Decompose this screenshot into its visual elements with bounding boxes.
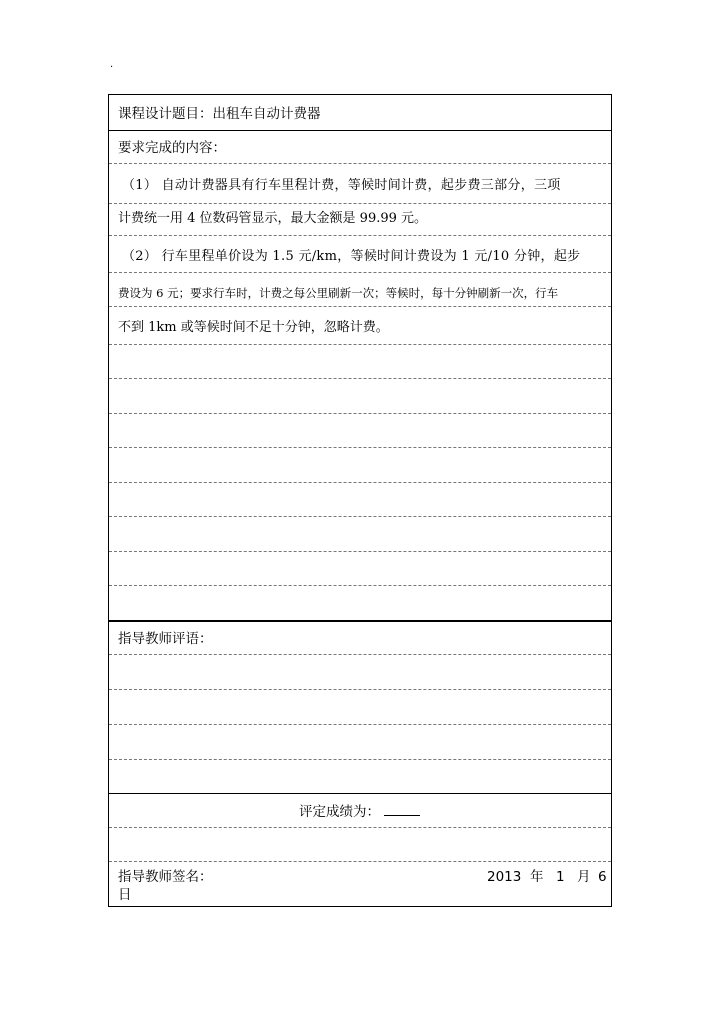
comment-label: 指导教师评语： (118, 631, 213, 647)
ruled-line (109, 344, 611, 345)
ruled-line (109, 413, 611, 414)
topic-label: 课程设计题目： (118, 106, 213, 122)
ruled-line (109, 654, 611, 655)
ruled-line (109, 306, 611, 307)
ruled-line (109, 447, 611, 448)
ruled-line (109, 585, 611, 586)
ruled-line (109, 482, 611, 483)
topic-value: 出租车自动计费器 (212, 106, 321, 122)
ruled-line (109, 163, 611, 164)
requirement-line-5: 不到 1km 或等候时间不足十分钟，忽略计费。 (118, 320, 389, 335)
ruled-line (109, 724, 611, 725)
ruled-line (109, 378, 611, 379)
ruled-line (109, 689, 611, 690)
ruled-line (109, 203, 611, 204)
requirement-line-2: 计费统一用 4 位数码管显示，最大金额是 99.99 元。 (118, 211, 428, 226)
topic-row (118, 105, 321, 123)
grade-label: 评定成绩为： (299, 804, 380, 820)
requirement-line-3: （2） 行车里程单价设为 1.5 元/km，等候时间计费设为 1 元/10 分钟，起步 (122, 249, 581, 264)
date-month-unit: 月 (577, 869, 591, 885)
ruled-line (109, 861, 611, 862)
grade-blank (384, 803, 420, 816)
ruled-line (109, 516, 611, 517)
ruled-line (109, 827, 611, 828)
requirement-line-4: 费设为 6 元；要求行车时，计费之每公里刷新一次；等候时，每十分钟刷新一次，行车 (118, 286, 559, 300)
ruled-line (109, 235, 611, 236)
date-day-unit: 日 (118, 887, 132, 903)
signature-label: 指导教师签名： (118, 869, 213, 885)
row-divider (109, 130, 611, 131)
date-year-unit: 年 (530, 869, 544, 885)
course-design-form (108, 94, 612, 907)
date-day: 6 (598, 869, 607, 885)
section-divider (109, 620, 611, 622)
ruled-line (109, 759, 611, 760)
page-dot: . (110, 59, 114, 70)
grade-row (299, 803, 420, 821)
ruled-line (109, 551, 611, 552)
date-month: 1 (556, 869, 565, 885)
requirement-line-1: （1） 自动计费器具有行车里程计费，等候时间计费，起步费三部分，三项 (122, 178, 561, 193)
ruled-line (109, 272, 611, 273)
requirements-label: 要求完成的内容： (118, 140, 226, 156)
row-divider (109, 793, 611, 794)
date-year: 2013 (487, 869, 522, 885)
